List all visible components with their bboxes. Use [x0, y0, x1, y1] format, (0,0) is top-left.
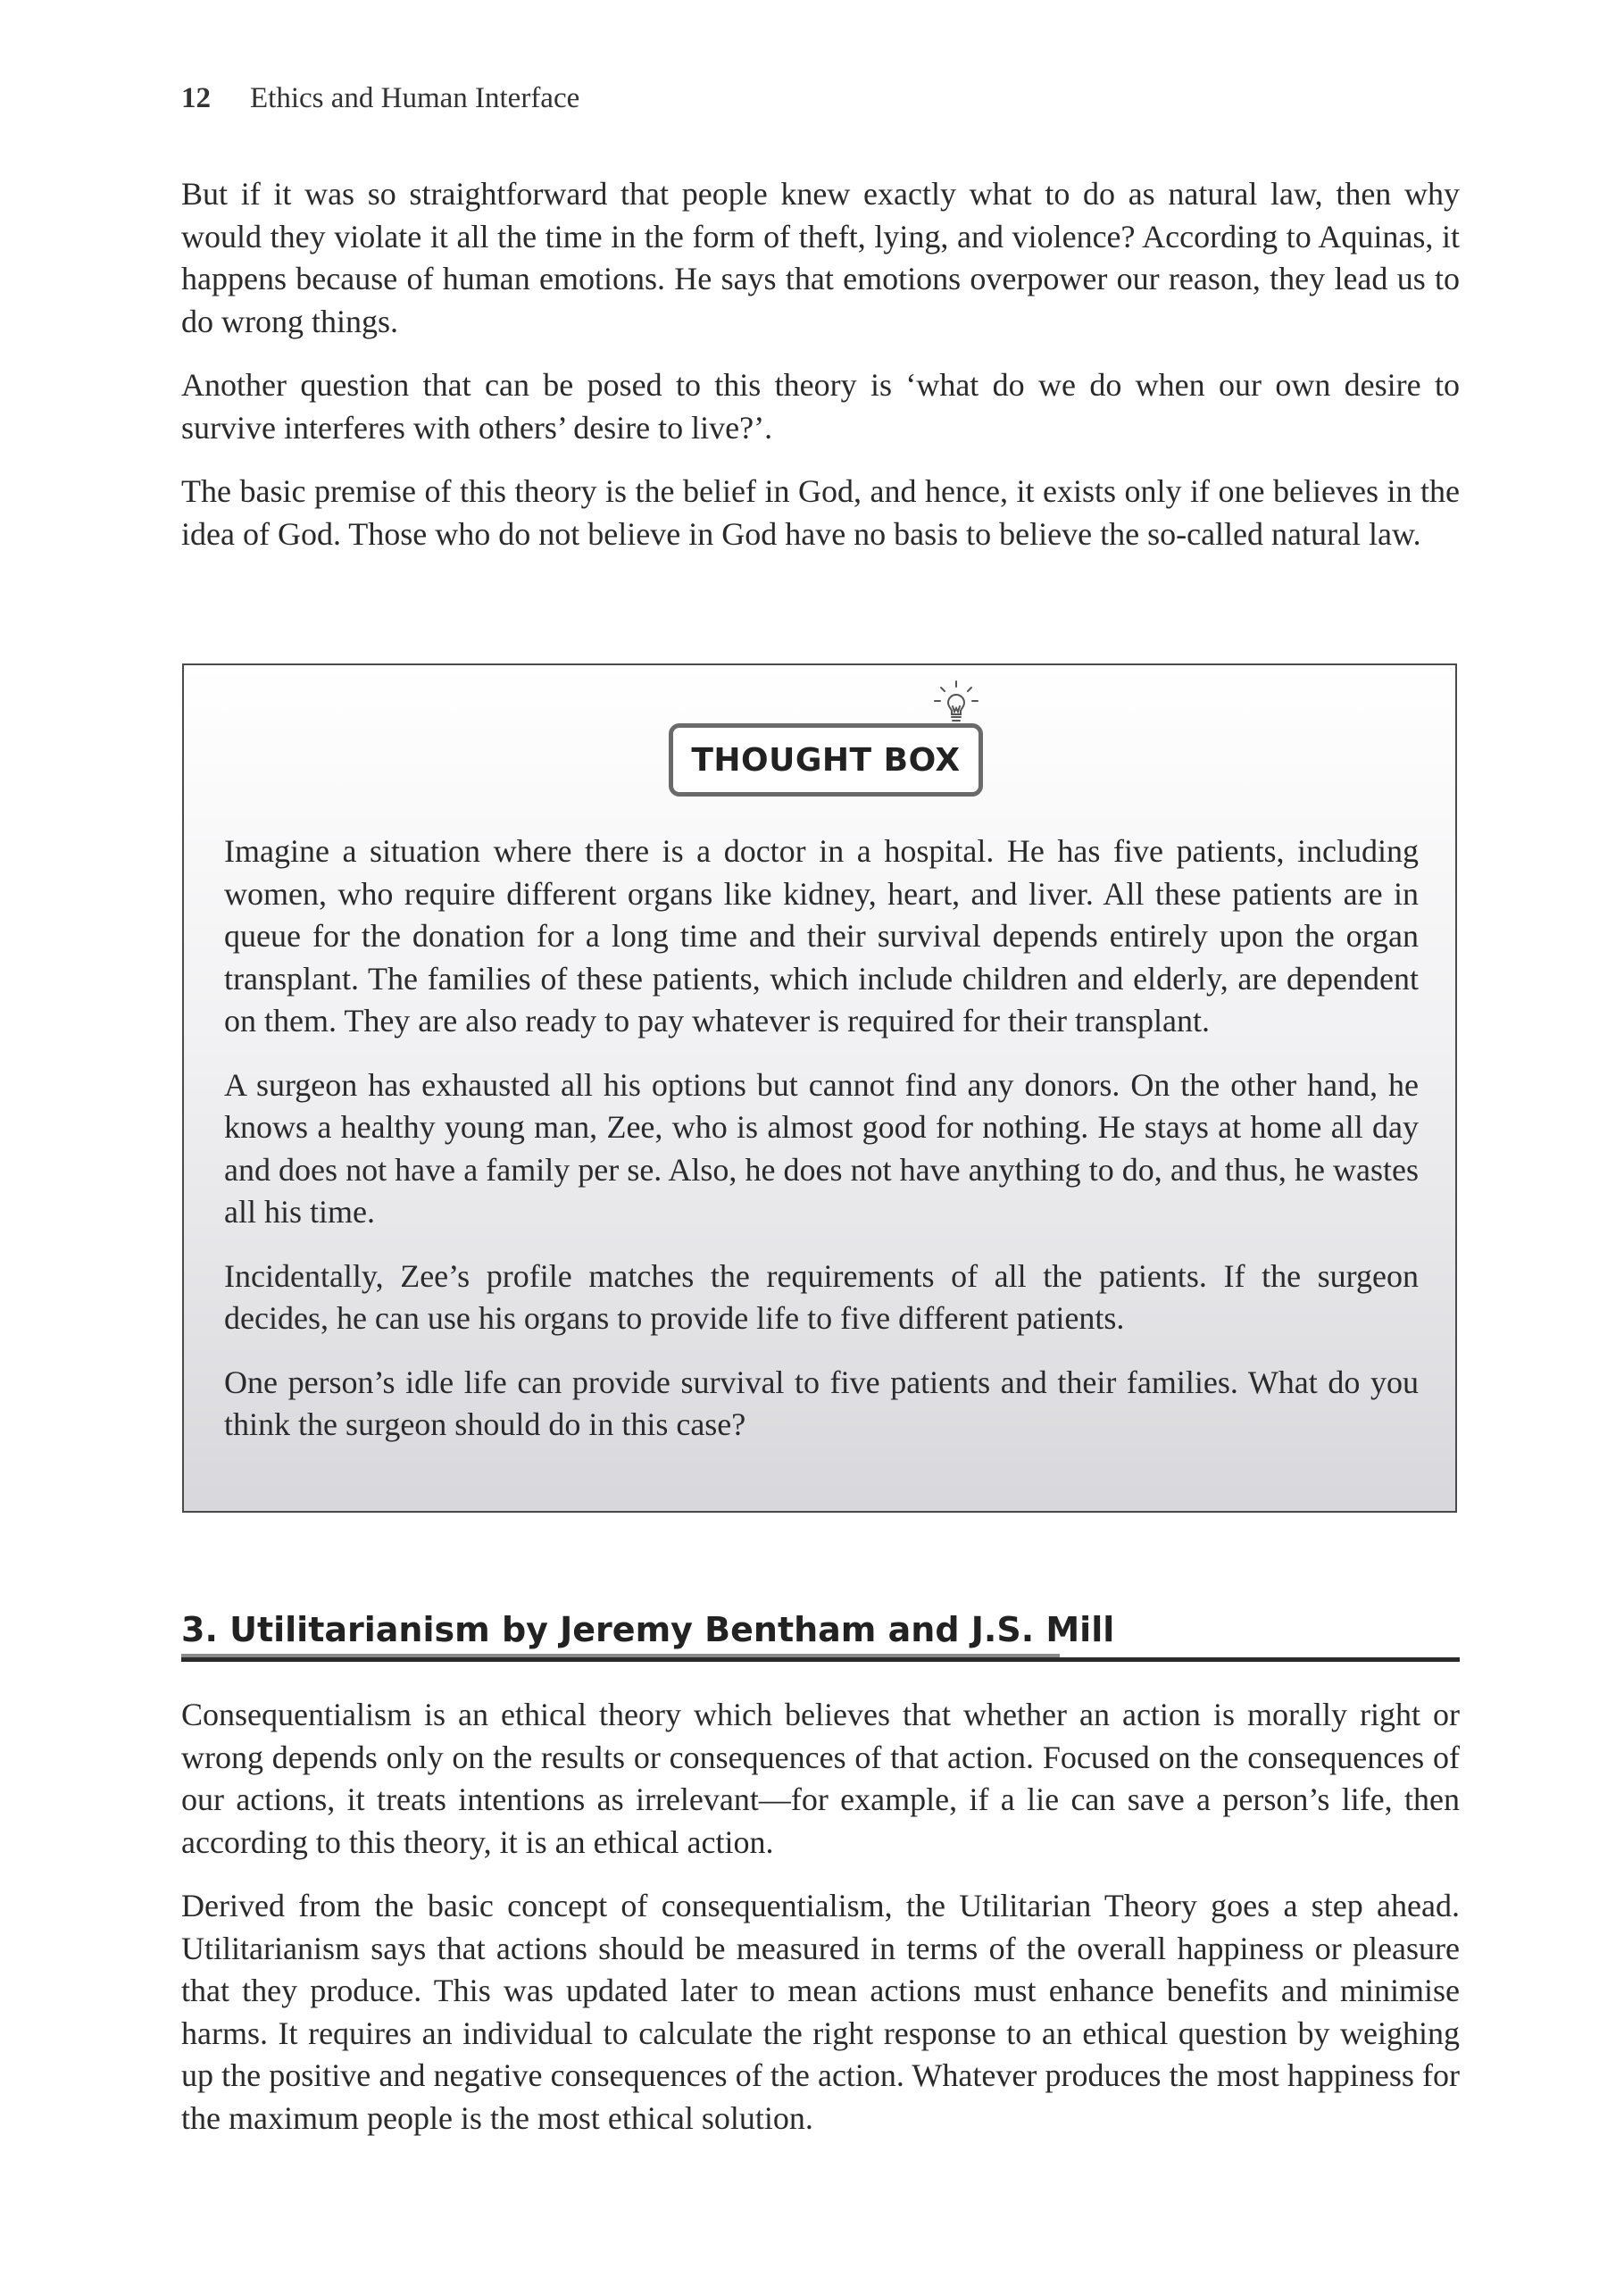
- paragraph: But if it was so straightforward that people knew exactly what to do as natural law, then why would they violate it all the time in the form of theft, lying, and violence? According to Aquinas, it happens because of human emotions. He says that emotions overpower our reason, they lead us to do wrong things.: [181, 176, 1460, 339]
- lightbulb-icon: [931, 680, 981, 730]
- thought-box-paragraph: Incidentally, Zee’s profile matches the requirements of all the patients. If the surgeon decides, he can use his organs to provide life to five different patients.: [224, 1257, 1419, 1336]
- section-title: 3. Utilitarianism by Jeremy Bentham and J.S. Mill: [181, 1610, 1115, 1649]
- thought-box-paragraph: A surgeon has exhausted all his options but cannot find any donors. On the other hand, he knows a healthy young man, Zee, who is almost good for nothing. He stays at home all day and does not have a family per se. Also, he does not have anything to do, and thus, he wastes all his time.: [224, 1066, 1419, 1230]
- section-text: [181, 1694, 1460, 2161]
- section-heading: [181, 1607, 1460, 1652]
- running-title: Ethics and Human Interface: [250, 82, 580, 114]
- page-number: 12: [181, 82, 211, 114]
- thought-box-label: THOUGHT BOX: [669, 723, 983, 797]
- paragraph: Derived from the basic concept of consequentialism, the Utilitarian Theory goes a step ahead. Utilitarianism says that actions should be measured in terms of the overall happiness or pleasure that they produce. This was updated later to mean actions must enhance benefits and minimise harms. It requires an individual to calculate the right response to an ethical question by weighing up the positive and negative consequences of the action. Whatever produces the most happiness for the maximum people is the most ethical solution.: [181, 1888, 1460, 2136]
- running-header: [181, 80, 579, 116]
- paragraph: Consequentialism is an ethical theory which believes that whether an action is morally right or wrong depends only on the results or consequences of that action. Focused on the consequences of our actions, it treats intentions as irrelevant—for example, if a lie can save a person’s life, then according to this theory, it is an ethical action.: [181, 1697, 1460, 1860]
- thought-box-paragraph: Imagine a situation where there is a doctor in a hospital. He has five patients, including women, who require different organs like kidney, heart, and liver. All these patients are in queue for the donation for a long time and their survival depends entirely upon the organ transplant. The families of these patients, which include children and elderly, are dependent on them. They are also ready to pay whatever is required for their transplant.: [224, 833, 1419, 1039]
- heading-underline: [181, 1657, 1460, 1662]
- thought-box-text: [224, 830, 1419, 1468]
- thought-box-paragraph: One person’s idle life can provide survival to five patients and their families. What do you think the surgeon should do in this case?: [224, 1364, 1419, 1442]
- paragraph: Another question that can be posed to this theory is ‘what do we do when our own desire to survive interferes with others’ desire to live?’.: [181, 367, 1460, 446]
- thought-box: [182, 663, 1457, 1513]
- paragraph: The basic premise of this theory is the belief in God, and hence, it exists only if one believes in the idea of God. Those who do not believe in God have no basis to believe the so-called natural law.: [181, 473, 1460, 552]
- intro-text: [181, 173, 1460, 577]
